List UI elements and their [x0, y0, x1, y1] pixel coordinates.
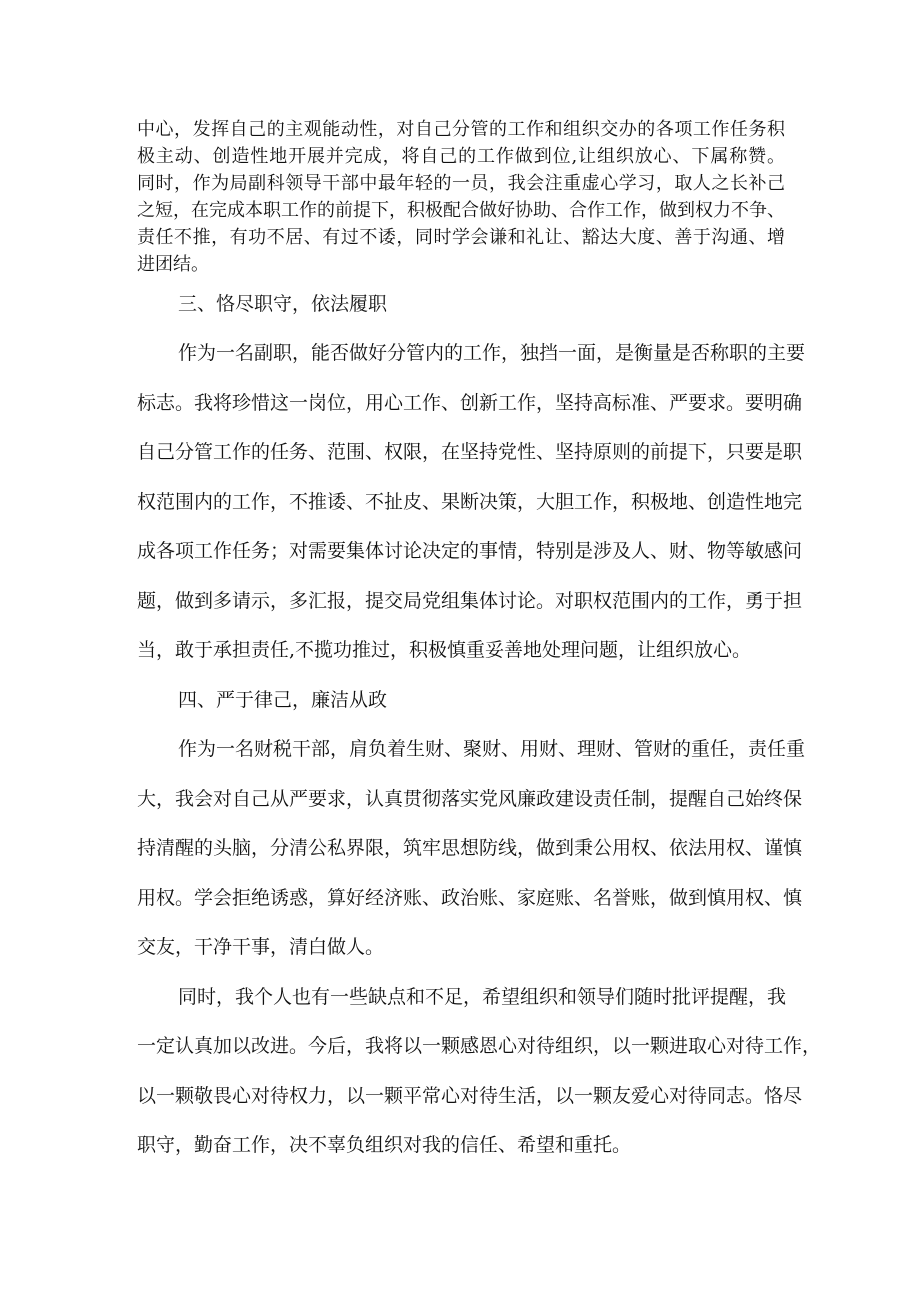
section-heading-4: 四、严于律己，廉洁从政 [178, 689, 388, 711]
para4-line-5: 交友，干净干事，清白做人。 [137, 936, 385, 958]
para3-line-6: 题，做到多请示，多汇报，提交局党组集体讨论。对职权范围内的工作，勇于担 [137, 590, 803, 612]
para3-line-7: 当，敢于承担责任,不揽功推过，积极慎重妥善地处理问题，让组织放心。 [137, 639, 752, 661]
para5-line-1: 同时，我个人也有一些缺点和不足，希望组织和领导们随时批评提醒，我 [178, 986, 787, 1008]
para5-line-4: 职守，勤奋工作，决不辜负组织对我的信任、希望和重托。 [137, 1134, 632, 1156]
para4-line-3: 持清醒的头脑，分清公私界限，筑牢思想防线，做到秉公用权、依法用权、谨慎 [137, 837, 803, 859]
para1-line-5: 责任不推，有功不居、有过不诿，同时学会谦和礼让、豁达大度、善于沟通、增 [137, 227, 785, 248]
para5-line-2: 一定认真加以改进。今后，我将以一颗感恩心对待组织，以一颗进取心对待工作， [137, 1035, 822, 1057]
para3-line-5: 成各项工作任务；对需要集体讨论决定的事情，特别是涉及人、财、物等敏感问 [137, 540, 803, 562]
para3-line-4: 权范围内的工作，不推诿、不扯皮、果断决策，大胆工作，积极地、创造性地完 [137, 491, 803, 513]
para1-line-1: 中心，发挥自己的主观能动性，对自己分管的工作和组织交办的各项工作任务积 [137, 119, 785, 140]
para3-line-3: 自己分管工作的任务、范围、权限，在坚持党性、坚持原则的前提下，只要是职 [137, 441, 803, 463]
para1-line-4: 之短，在完成本职工作的前提下，积极配合做好协助、合作工作，做到权力不争、 [137, 200, 785, 221]
para4-line-4: 用权。学会拒绝诱惑，算好经济账、政治账、家庭账、名誉账，做到慎用权、慎 [137, 887, 803, 909]
para4-line-1: 作为一名财税干部，肩负着生财、聚财、用财、理财、管财的重任，责任重 [178, 738, 806, 760]
para1-line-3: 同时，作为局副科领导干部中最年轻的一员，我会注重虚心学习，取人之长补己 [137, 173, 785, 194]
para5-line-3: 以一颗敬畏心对待权力，以一颗平常心对待生活，以一颗友爱心对待同志。恪尽 [137, 1085, 803, 1107]
section-heading-3: 三、恪尽职守，依法履职 [178, 293, 388, 315]
para1-line-2: 极主动、创造性地开展并完成，将自己的工作做到位,让组织放心、下属称赞。 [137, 146, 785, 167]
para4-line-2: 大，我会对自己从严要求，认真贯彻落实党风廉政建设责任制，提醒自己始终保 [137, 788, 803, 810]
para1-line-6: 进团结。 [137, 254, 209, 275]
para3-line-1: 作为一名副职，能否做好分管内的工作，独挡一面，是衡量是否称职的主要 [178, 342, 806, 364]
para3-line-2: 标志。我将珍惜这一岗位，用心工作、创新工作，坚持高标准、严要求。要明确 [137, 392, 803, 414]
